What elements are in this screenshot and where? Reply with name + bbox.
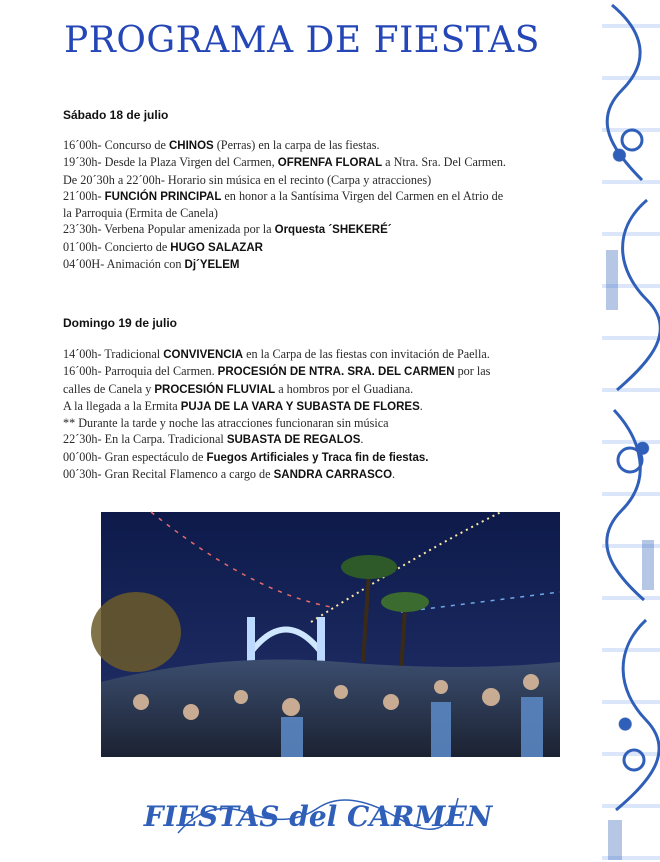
program-line xyxy=(63,256,553,273)
highlight-text: CHINOS xyxy=(168,140,214,152)
highlight-text: SANDRA CARRASCO xyxy=(273,469,393,482)
line-text: 19´30h- Desde la Plaza Virgen del Carmen, xyxy=(63,155,278,170)
line-text: ** Durante la tarde y noche las atracciones funcionaran sin música xyxy=(63,416,389,431)
highlight-text: SUBASTA DE REGALOS xyxy=(226,434,361,447)
line-text: A la llegada a la Ermita xyxy=(63,398,181,413)
line-text: 22´30h- En la Carpa. Tradicional xyxy=(63,432,227,447)
saturday-heading: Sábado 18 de julio xyxy=(63,108,169,122)
line-text: la Parroquia (Ermita de Canela) xyxy=(63,206,218,221)
line-text: a Ntra. Sra. Del Carmen. xyxy=(382,155,506,170)
program-line xyxy=(63,205,553,221)
program-line xyxy=(63,154,553,171)
line-text: a hombros por el Guadiana. xyxy=(275,381,414,396)
program-line xyxy=(63,137,553,154)
line-text: . xyxy=(392,467,396,482)
highlight-text: PROCESIÓN DE NTRA. SRA. DEL CARMEN xyxy=(217,366,455,379)
line-text: 23´30h- Verbena Popular amenizada por la xyxy=(63,222,275,237)
azulejo-tile-border xyxy=(602,0,660,862)
line-text: . xyxy=(360,432,364,447)
line-text: calles de Canela y xyxy=(63,381,155,396)
program-line xyxy=(63,415,553,431)
highlight-text: FUNCIÓN PRINCIPAL xyxy=(104,190,222,203)
sunday-heading: Domingo 19 de julio xyxy=(63,316,178,330)
line-text: . xyxy=(419,398,423,413)
saturday-program xyxy=(63,137,553,273)
program-line xyxy=(63,188,553,205)
line-text: en la Carpa de las fiestas con invitación de Paella. xyxy=(243,347,490,361)
highlight-text: HUGO SALAZAR xyxy=(170,241,263,254)
highlight-text: CONVIVENCIA xyxy=(163,349,244,361)
program-line xyxy=(63,346,553,363)
program-line xyxy=(63,398,553,415)
line-text: 16´00h- Parroquia del Carmen. xyxy=(63,364,218,379)
tile-pattern-icon xyxy=(602,0,660,862)
line-text: 00´30h- Gran Recital Flamenco a cargo de xyxy=(63,467,274,482)
highlight-text: PROCESIÓN FLUVIAL xyxy=(154,383,276,396)
line-text: (Perras) en la carpa de las fiestas. xyxy=(213,138,380,152)
highlight-text: OFRENFA FLORAL xyxy=(277,157,383,170)
fiestas-del-carmen-logo xyxy=(143,778,493,848)
highlight-text: PUJA DE LA VARA Y SUBASTA DE FLORES xyxy=(180,400,420,413)
program-line xyxy=(63,221,553,238)
program-line xyxy=(63,239,553,256)
program-line xyxy=(63,381,553,398)
line-text: 01´00h- Concierto de xyxy=(63,239,171,254)
highlight-text: Fuegos Artificiales y Traca fin de fiestas. xyxy=(206,451,429,464)
line-text: en honor a la Santísima Virgen del Carmen en el Atrio de xyxy=(221,188,504,203)
sunday-program xyxy=(63,346,553,483)
program-line xyxy=(63,363,553,380)
program-line xyxy=(63,431,553,448)
program-line xyxy=(63,172,553,188)
line-text: 21´00h- xyxy=(63,188,105,203)
program-line xyxy=(63,449,553,466)
line-text: 16´00h- Concurso de xyxy=(63,138,169,152)
festival-crowd-photo xyxy=(101,512,560,757)
logo-text: FIESTAS del CARMEN xyxy=(143,800,493,833)
program-line xyxy=(63,466,553,483)
highlight-text: Orquesta ´SHEKERÉ´ xyxy=(274,224,392,237)
line-text: 14´00h- Tradicional xyxy=(63,347,164,361)
crowd-illustration xyxy=(101,512,560,757)
line-text: De 20´30h a 22´00h- Horario sin música en el recinto (Carpa y atracciones) xyxy=(63,172,432,187)
line-text: 04´00H- Animación con xyxy=(63,257,185,272)
highlight-text: Dj´YELEM xyxy=(184,259,240,272)
line-text: 00´00h- Gran espectáculo de xyxy=(63,449,207,464)
page-title: PROGRAMA DE FIESTAS xyxy=(64,20,540,61)
line-text: por las xyxy=(454,364,491,379)
